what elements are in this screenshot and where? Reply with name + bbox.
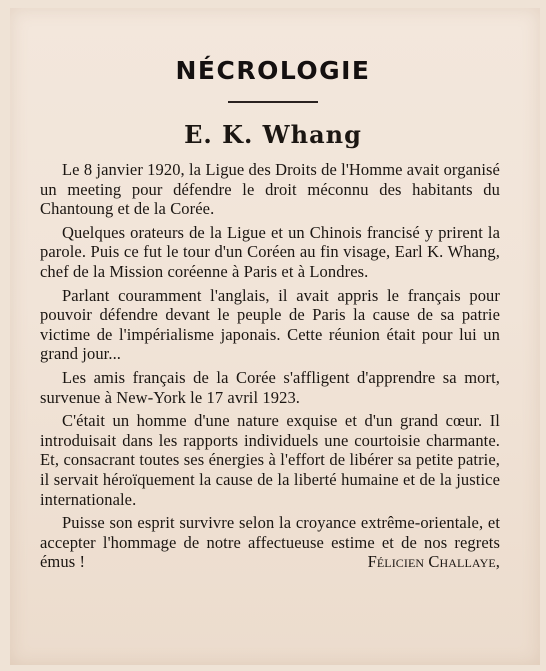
paragraph: Parlant couramment l'anglais, il avait appris le français pour pouvoir défendre devant le peuple de Paris la cause de sa patrie victime de l'impérialisme japonais. Cette réunion était pour lui un grand jour...: [40, 285, 500, 364]
section-heading: NÉCROLOGIE: [175, 56, 371, 85]
article-title: E. K. Whang: [184, 120, 362, 149]
paragraph: Le 8 janvier 1920, la Ligue des Droits de l'Homme avait organisé un meeting pour défendre le droit méconnu des habitants du Chantoung et de la Corée.: [40, 160, 500, 219]
signature: Félicien Challaye,: [367, 552, 500, 572]
paragraph: Quelques orateurs de la Ligue et un Chinois francisé y prirent la parole. Puis ce fut le tour d'un Coréen au fin visage, Earl K. Whang, chef de la Mission coréenne à Paris et à Londres.: [40, 222, 500, 281]
paragraph: C'était un homme d'une nature exquise et d'un grand cœur. Il introduisait dans les rapports individuels une courtoisie charmante. Et, consacrant toutes ses énergies à l'effort de libérer sa petite patrie, il servait héroïquement la cause de la liberté humaine et de la justice internationale.: [40, 411, 500, 509]
closing-paragraph: [40, 513, 500, 572]
paragraph: Les amis français de la Corée s'affligent d'apprendre sa mort, survenue à New-York le 17 avril 1923.: [40, 367, 500, 407]
article-body: [40, 160, 500, 576]
closing-text: Puisse son esprit survivre selon la croyance extrême-orientale, et accepter l'hommage de notre affectueuse estime et de nos regrets émus !: [40, 513, 500, 572]
heading-divider: [228, 101, 318, 103]
